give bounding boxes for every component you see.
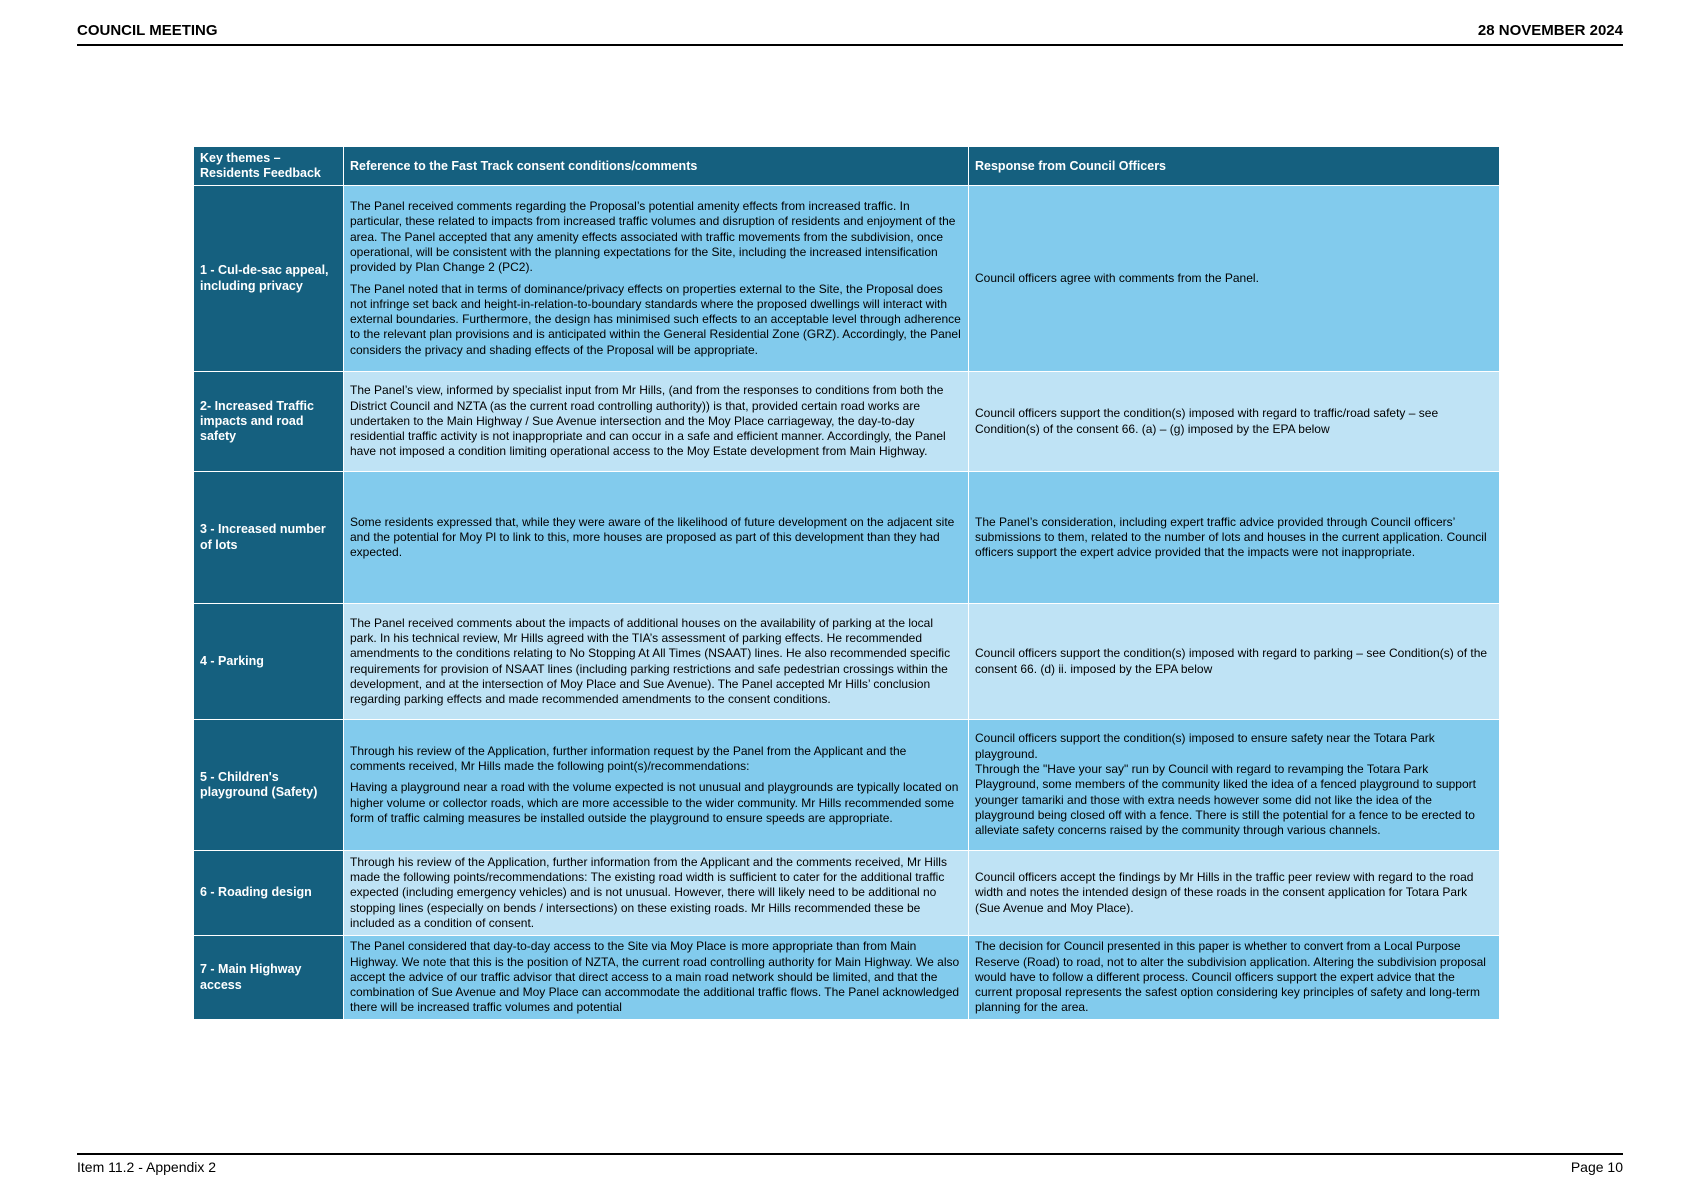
feedback-table	[193, 146, 1500, 1020]
response-cell: Council officers support the condition(s) imposed with regard to parking – see Condition(s) of the consent 66. (d) ii. imposed by the EPA below	[969, 604, 1500, 720]
page-number: Page 10	[1570, 1159, 1623, 1175]
reference-cell	[344, 936, 969, 1020]
table-header-row	[194, 147, 1500, 186]
table-row	[194, 472, 1500, 604]
table-row	[194, 851, 1500, 936]
theme-cell: 4 - Parking	[194, 604, 344, 720]
reference-paragraph: The Panel received comments regarding the Proposal’s potential amenity effects from increased traffic. In particular, these related to impacts from increased traffic volumes and disruption of residents and enjoyment of the area. The Panel accepted that any amenity effects associated with traffic movements from the subdivision, once operational, will be consistent with the planning expectations for the Site, including the increased intensification provided by Plan Change 2 (PC2).	[350, 199, 956, 275]
reference-paragraph: Through his review of the Application, further information request by the Panel from the Applicant and the comments received, Mr Hills made the following point(s)/recommendations:	[350, 743, 907, 774]
reference-paragraph: The Panel received comments about the impacts of additional houses on the availability of parking at the local park. In his technical review, Mr Hills agreed with the TIA’s assessment of parking effects. He recommended amendments to the conditions relating to No Stopping At All Times (NSAAT) lines. He also recommended specific requirements for provision of NSAAT lines (including parking restrictions and safe pedestrian crossings within the development, and at the intersection of Moy Place and Sue Avenue). The Panel accepted Mr Hills’ conclusion regarding parking effects and made recommended amendments to the consent conditions.	[350, 615, 951, 707]
meeting-title: COUNCIL MEETING	[77, 22, 218, 39]
reference-cell	[344, 851, 969, 936]
reference-cell	[344, 472, 969, 604]
table-row	[194, 186, 1500, 372]
table-row	[194, 936, 1500, 1020]
reference-paragraph: The Panel’s view, informed by specialist input from Mr Hills, (and from the responses to conditions from both the District Council and NZTA (as the current road controlling authority)) is that, provided certain road works are undertaken to the Main Highway / Sue Avenue intersection and the Moy Place carriageway, the day-to-day residential traffic activity is not inappropriate and can occur in a safe and efficient manner. Accordingly, the Panel have not imposed a condition limiting operational access to the Moy Estate development from Main Highway.	[350, 383, 946, 459]
reference-paragraph: Some residents expressed that, while they were aware of the likelihood of future development on the adjacent site and the potential for Moy Pl to link to this, more houses are proposed as part of this development than they had expected.	[350, 514, 955, 560]
theme-cell: 3 - Increased number of lots	[194, 472, 344, 604]
response-cell: Council officers support the condition(s) imposed to ensure safety near the Totara Park playground. Through the "Have your say" run by Council with regard to revamping the Totara Park Playground, some members of the community liked the idea of a fenced playground to support younger tamariki and those with extra needs however some did not like the idea of the playground being closed off with a fence. There is still the potential for a fence to be erected to alleviate safety concerns raised by the community through various channels.	[969, 720, 1500, 851]
reference-cell	[344, 372, 969, 472]
page-header	[77, 22, 1623, 46]
reference-cell	[344, 604, 969, 720]
response-cell: Council officers accept the findings by Mr Hills in the traffic peer review with regard to the road width and notes the intended design of these roads in the consent application for Totara Park (Sue Avenue and Moy Place).	[969, 851, 1500, 936]
table-row	[194, 720, 1500, 851]
theme-cell: 1 - Cul-de-sac appeal, including privacy	[194, 186, 344, 372]
response-cell: The decision for Council presented in this paper is whether to convert from a Local Purpose Reserve (Road) to road, not to alter the subdivision application. Altering the subdivision proposal would have to follow a different process. Council officers support the expert advice that the current proposal represents the safest option considering key principles of safety and long-term planning for the area.	[969, 936, 1500, 1020]
reference-paragraph: The Panel considered that day-to-day access to the Site via Moy Place is more appropriate than from Main Highway. We note that this is the position of NZTA, the current road controlling authority for Main Highway. We also accept the advice of our traffic advisor that direct access to a main road network should be limited, and that the combination of Sue Avenue and Moy Place can accommodate the additional traffic flows. The Panel acknowledged there will be increased traffic volumes and potential	[350, 939, 960, 1015]
reference-paragraph: Through his review of the Application, further information from the Applicant and the comments received, Mr Hills made the following points/recommendations: The existing road width is sufficient to cater for the additional traffic expected (including emergency vehicles) and is not unusual. However, there will likely need to be additional no stopping lines (especially on bends / intersections) on these existing roads. Mr Hills recommended these be included as a condition of consent.	[350, 854, 947, 930]
reference-paragraph: The Panel noted that in terms of dominance/privacy effects on properties external to the Site, the Proposal does not infringe set back and height-in-relation-to-boundary standards where the proposed dwellings will interact with external boundaries. Furthermore, the design has minimised such effects to an acceptable level through adherence to the relevant plan provisions and is anticipated within the General Residential Zone (GRZ). Accordingly, the Panel considers the privacy and shading effects of the Proposal will be appropriate.	[350, 281, 961, 357]
reference-cell	[344, 186, 969, 372]
theme-cell: 6 - Roading design	[194, 851, 344, 936]
response-cell: Council officers support the condition(s) imposed with regard to traffic/road safety – see Condition(s) of the consent 66. (a) – (g) imposed by the EPA below	[969, 372, 1500, 472]
theme-cell: 2- Increased Traffic impacts and road safety	[194, 372, 344, 472]
theme-cell: 5 - Children's playground (Safety)	[194, 720, 344, 851]
reference-paragraph: Having a playground near a road with the volume expected is not unusual and playgrounds are typically located on higher volume or collector roads, which are more accessible to the wider community. Mr Hills recommended some form of traffic calming measures be installed outside the playground to ensure speeds are appropriate.	[350, 780, 959, 825]
table-row	[194, 604, 1500, 720]
table-row	[194, 372, 1500, 472]
column-header-reference: Reference to the Fast Track consent conditions/comments	[344, 147, 969, 186]
meeting-date: 28 NOVEMBER 2024	[1477, 22, 1623, 39]
item-reference: Item 11.2 - Appendix 2	[77, 1159, 217, 1175]
column-header-response: Response from Council Officers	[969, 147, 1500, 186]
response-cell: Council officers agree with comments from the Panel.	[969, 186, 1500, 372]
reference-cell	[344, 720, 969, 851]
theme-cell: 7 - Main Highway access	[194, 936, 344, 1020]
column-header-key-themes: Key themes – Residents Feedback	[194, 147, 344, 186]
response-cell: The Panel’s consideration, including expert traffic advice provided through Council officers’ submissions to them, related to the number of lots and houses in the current application. Council officers support the expert advice provided that the impacts were not inappropriate.	[969, 472, 1500, 604]
page-footer	[77, 1153, 1623, 1175]
